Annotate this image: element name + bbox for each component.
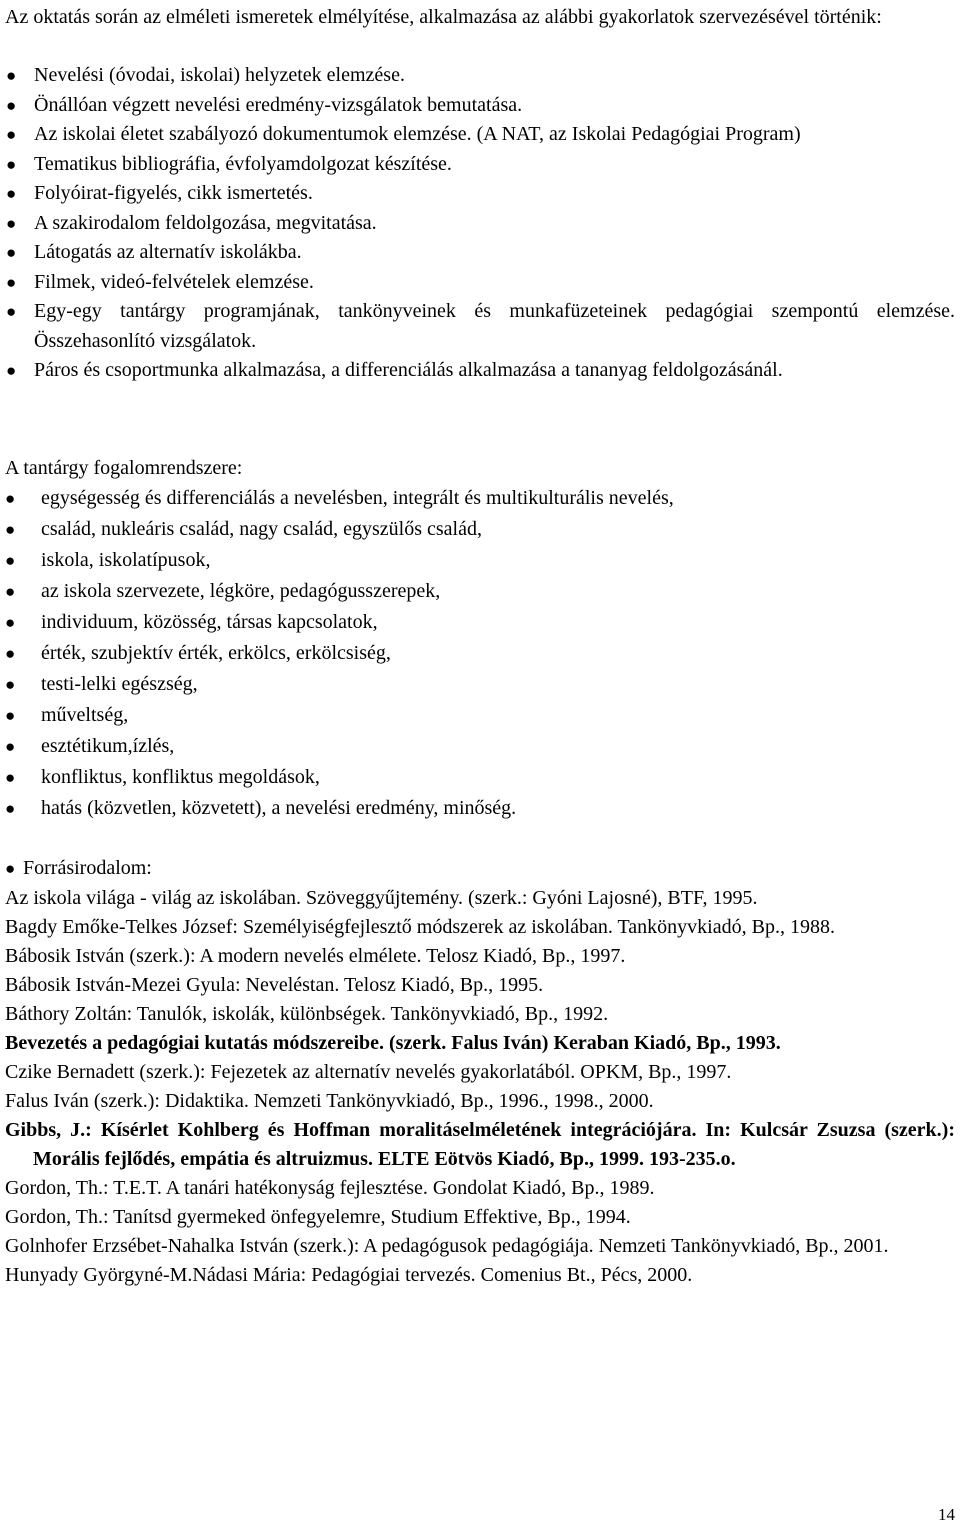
reference-item: Az iskola világa - világ az iskolában. Szöveggyűjtemény. (szerk.: Gyóni Lajosné), BTF, 1995.	[5, 887, 758, 909]
bullet-icon: ●	[5, 613, 16, 632]
bullet-icon: ●	[6, 272, 17, 292]
bullet-icon: ●	[5, 644, 16, 663]
list-item: ● Egy-egy tantárgy programjának, tankönyveinek és munkafüzeteinek pedagógiai szempontú elemzése. Összehasonlító vizsgálatok.	[5, 297, 955, 356]
list-item: ● az iskola szervezete, légköre, pedagógusszerepek,	[5, 576, 955, 607]
bullet-icon: ●	[6, 302, 17, 321]
list-item: ● Az iskolai életet szabályozó dokumentumok elemzése. (A NAT, az Iskolai Pedagógiai Program)	[5, 120, 955, 150]
list-item: ● család, nukleáris család, nagy család, egyszülős család,	[5, 514, 955, 545]
bullet-icon: ●	[5, 737, 16, 756]
list-item: ● Nevelési (óvodai, iskolai) helyzetek elemzése.	[5, 61, 955, 91]
bullet-icon: ●	[5, 489, 16, 508]
practices-list	[5, 61, 955, 386]
list-item: ● konfliktus, konfliktus megoldások,	[5, 762, 955, 793]
reference-item: Gordon, Th.: Tanítsd gyermeked önfegyelemre, Studium Effektive, Bp., 1994.	[5, 1206, 631, 1228]
list-item: ● iskola, iskolatípusok,	[5, 545, 955, 576]
bullet-icon: ●	[6, 243, 17, 262]
reference-item: Hunyady Györgyné-M.Nádasi Mária: Pedagógiai tervezés. Comenius Bt., Pécs, 2000.	[5, 1264, 693, 1286]
concepts-list	[5, 483, 955, 824]
reference-item: Golnhofer Erzsébet-Nahalka István (szerk.): A pedagógusok pedagógiája. Nemzeti Tankönyvkiadó, Bp., 2001.	[5, 1235, 889, 1257]
reference-item: Gibbs, J.: Kísérlet Kohlberg és Hoffman moralitáselméletének integrációjára. In: Kulcsár Zsuzsa (szerk.): Morális fejlődés, empátia és altruizmus. ELTE Eötvös Kiadó, Bp., 1999. 193-235.o.	[5, 1119, 955, 1170]
bullet-icon: ●	[5, 799, 16, 818]
list-item: ● Páros és csoportmunka alkalmazása, a differenciálás alkalmazása a tananyag feldolgozásánál.	[5, 356, 955, 386]
bullet-icon: ●	[5, 675, 16, 694]
reference-item: Bábosik István (szerk.): A modern nevelés elmélete. Telosz Kiadó, Bp., 1997.	[5, 945, 626, 967]
bullet-icon: ●	[5, 768, 16, 787]
list-item: ● esztétikum,ízlés,	[5, 731, 955, 762]
reference-item: Falus Iván (szerk.): Didaktika. Nemzeti Tankönyvkiadó, Bp., 1996., 1998., 2000.	[5, 1090, 654, 1112]
bullet-icon: ●	[5, 551, 16, 570]
list-item: ● egységesség és differenciálás a nevelésben, integrált és multikulturális nevelés,	[5, 483, 955, 514]
list-item: ● A szakirodalom feldolgozása, megvitatása.	[5, 209, 955, 239]
concepts-heading: A tantárgy fogalomrendszere:	[5, 457, 243, 479]
bullet-icon: ●	[6, 361, 17, 380]
sources-heading: ● Forrásirodalom:	[5, 854, 152, 883]
bullet-icon: ●	[6, 95, 17, 115]
bullet-icon: ●	[6, 125, 17, 144]
reference-item: Gordon, Th.: T.E.T. A tanári hatékonyság fejlesztése. Gondolat Kiadó, Bp., 1989.	[5, 1177, 655, 1199]
bullet-icon: ●	[5, 520, 16, 539]
list-item: ● Tematikus bibliográfia, évfolyamdolgozat készítése.	[5, 150, 955, 180]
list-item: ● Folyóirat-figyelés, cikk ismertetés.	[5, 179, 955, 209]
reference-item: Czike Bernadett (szerk.): Fejezetek az alternatív nevelés gyakorlatából. OPKM, Bp., 1997.	[5, 1061, 732, 1083]
bullet-icon: ●	[5, 859, 16, 878]
reference-item: Bevezetés a pedagógiai kutatás módszereibe. (szerk. Falus Iván) Keraban Kiadó, Bp., 1993.	[5, 1032, 781, 1054]
list-item: ● Filmek, videó-felvételek elemzése.	[5, 268, 955, 298]
bullet-icon: ●	[6, 213, 17, 233]
references-list	[5, 884, 955, 1290]
bullet-icon: ●	[6, 154, 17, 174]
reference-item: Bagdy Emőke-Telkes József: Személyiségfejlesztő módszerek az iskolában. Tankönyvkiadó, Bp., 1988.	[5, 916, 835, 938]
list-item: ● Látogatás az alternatív iskolákba.	[5, 238, 955, 268]
page-number: 14	[938, 1505, 955, 1524]
bullet-icon: ●	[6, 184, 17, 203]
list-item: ● hatás (közvetlen, közvetett), a nevelési eredmény, minőség.	[5, 793, 955, 824]
bullet-icon: ●	[5, 706, 16, 725]
reference-item: Bábosik István-Mezei Gyula: Neveléstan. Telosz Kiadó, Bp., 1995.	[5, 974, 544, 996]
list-item: ● testi-lelki egészség,	[5, 669, 955, 700]
list-item: ● individuum, közösség, társas kapcsolatok,	[5, 607, 955, 638]
reference-item: Báthory Zoltán: Tanulók, iskolák, különbségek. Tankönyvkiadó, Bp., 1992.	[5, 1003, 609, 1025]
list-item: ● érték, szubjektív érték, erkölcs, erkölcsiség,	[5, 638, 955, 669]
intro-paragraph: Az oktatás során az elméleti ismeretek elmélyítése, alkalmazása az alábbi gyakorlatok szervezésével történik:	[5, 6, 882, 28]
list-item: ● műveltség,	[5, 700, 955, 731]
bullet-icon: ●	[6, 66, 17, 85]
list-item: ● Önállóan végzett nevelési eredmény-vizsgálatok bemutatása.	[5, 91, 955, 121]
bullet-icon: ●	[5, 582, 16, 601]
